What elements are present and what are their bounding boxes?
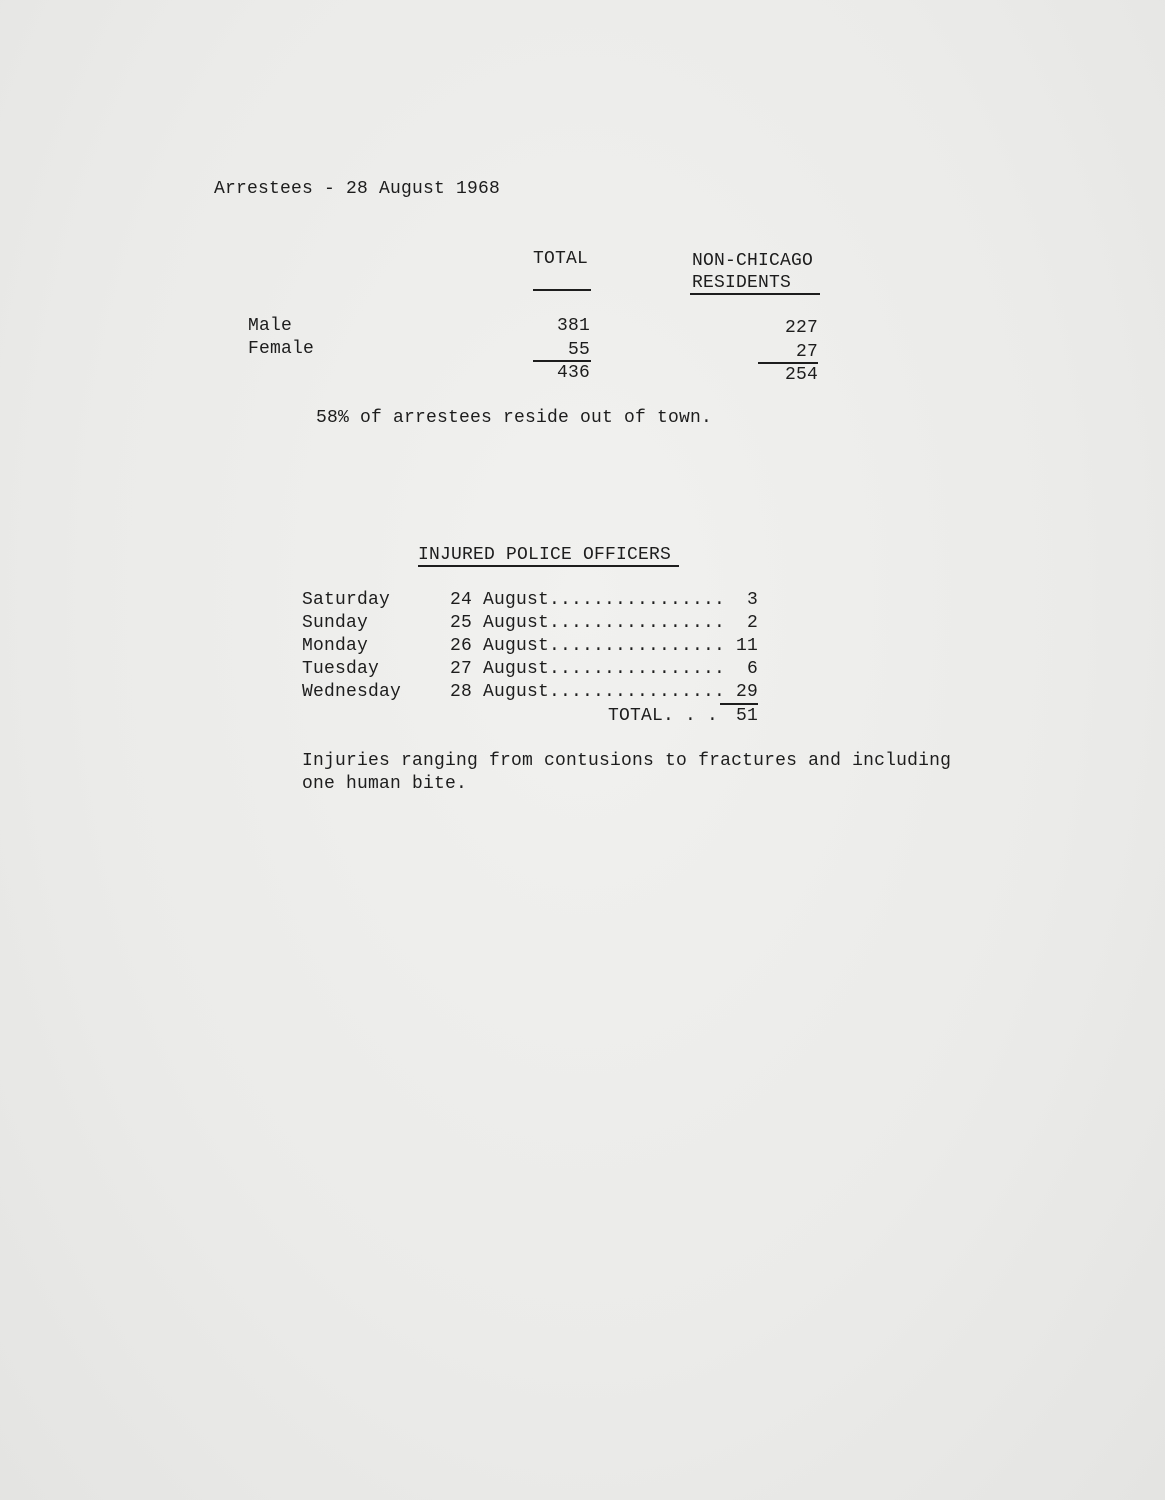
injured-date: 25 August................	[450, 613, 726, 633]
injured-total-value: 51	[735, 706, 758, 726]
injured-note-line2: one human bite.	[302, 774, 468, 794]
injured-day: Wednesday	[302, 682, 402, 702]
row-male-total: 381	[556, 316, 590, 336]
sum-total: 436	[556, 363, 590, 383]
injured-note-line1: Injuries ranging from contusions to fractures and including	[302, 751, 952, 771]
col-header-nonchicago-line2: RESIDENTS	[692, 273, 792, 293]
injured-count: 3	[746, 590, 758, 610]
injured-count: 11	[735, 636, 758, 656]
row-male-nonchicago: 227	[784, 318, 818, 338]
injured-date: 28 August................	[450, 682, 726, 702]
injured-total-label: TOTAL. . .	[608, 706, 719, 726]
injured-day: Saturday	[302, 590, 391, 610]
injured-date: 24 August................	[450, 590, 726, 610]
row-female-nonchicago: 27	[795, 342, 818, 362]
row-label-male: Male	[248, 316, 293, 336]
injured-count: 29	[735, 682, 758, 702]
col-header-total: TOTAL	[533, 249, 589, 269]
arrestees-heading: Arrestees - 28 August 1968	[214, 179, 501, 199]
sum-nonchicago: 254	[784, 365, 818, 385]
row-label-female: Female	[248, 339, 315, 359]
col-header-nonchicago-underline	[690, 293, 820, 295]
injured-day: Sunday	[302, 613, 369, 633]
injured-date: 27 August................	[450, 659, 726, 679]
injured-count: 2	[746, 613, 758, 633]
injured-date: 26 August................	[450, 636, 726, 656]
col-header-nonchicago-line1: NON-CHICAGO	[692, 251, 814, 271]
injured-heading: INJURED POLICE OFFICERS	[418, 545, 672, 565]
row-female-total: 55	[567, 340, 590, 360]
injured-day: Monday	[302, 636, 369, 656]
arrestees-note: 58% of arrestees reside out of town.	[316, 408, 713, 428]
injured-heading-underline	[418, 565, 679, 567]
col-header-total-underline	[533, 289, 591, 291]
injured-count: 6	[746, 659, 758, 679]
injured-day: Tuesday	[302, 659, 380, 679]
